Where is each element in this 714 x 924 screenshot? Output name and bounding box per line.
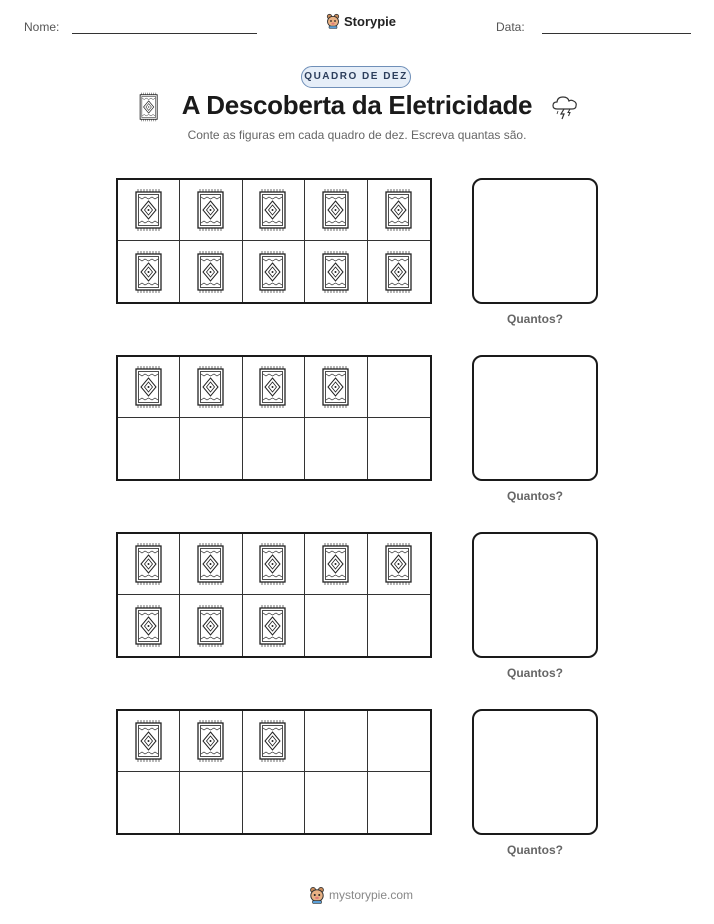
ten-frame-cell bbox=[243, 180, 305, 241]
ten-frame-cell bbox=[243, 418, 305, 479]
ten-frame-cell bbox=[368, 241, 430, 302]
ten-frame-cell bbox=[305, 595, 367, 656]
rug-icon bbox=[321, 542, 351, 586]
worksheet-type-badge: QUADRO DE DEZ bbox=[301, 66, 411, 88]
ten-frame-cell bbox=[305, 534, 367, 595]
rug-icon bbox=[196, 365, 226, 409]
rug-icon bbox=[196, 719, 226, 763]
ten-frame-cell bbox=[305, 418, 367, 479]
ten-frame-cell bbox=[243, 772, 305, 833]
ten-frame-cell bbox=[180, 357, 242, 418]
ten-frame bbox=[116, 178, 432, 304]
instructions: Conte as figuras em cada quadro de dez. Escreva quantas são. bbox=[187, 128, 527, 142]
ten-frame-cell bbox=[118, 418, 180, 479]
rug-icon bbox=[321, 365, 351, 409]
ten-frame-cell bbox=[180, 534, 242, 595]
name-field[interactable] bbox=[72, 33, 257, 34]
rug-icon bbox=[196, 542, 226, 586]
rug-icon bbox=[134, 365, 164, 409]
brand-name: Storypie bbox=[344, 13, 397, 29]
date-label: Data: bbox=[496, 20, 525, 34]
rug-icon bbox=[134, 188, 164, 232]
ten-frame-cell bbox=[305, 711, 367, 772]
ten-frame-cell bbox=[368, 772, 430, 833]
rug-icon bbox=[258, 604, 288, 648]
ten-frame-cell bbox=[180, 180, 242, 241]
rug-icon bbox=[258, 542, 288, 586]
ten-frame bbox=[116, 532, 432, 658]
how-many-label: Quantos? bbox=[507, 843, 563, 857]
footer bbox=[309, 886, 413, 904]
ten-frame-cell bbox=[305, 180, 367, 241]
rug-icon bbox=[196, 604, 226, 648]
rug-icon bbox=[384, 250, 414, 294]
rug-icon bbox=[134, 250, 164, 294]
answer-box[interactable] bbox=[472, 355, 598, 481]
ten-frame-cell bbox=[305, 241, 367, 302]
rug-icon bbox=[134, 719, 164, 763]
rug-icon bbox=[258, 719, 288, 763]
ten-frame-cell bbox=[368, 534, 430, 595]
ten-frame-cell bbox=[118, 180, 180, 241]
answer-box[interactable] bbox=[472, 178, 598, 304]
name-label: Nome: bbox=[24, 20, 60, 34]
rug-icon bbox=[384, 188, 414, 232]
ten-frame-cell bbox=[368, 418, 430, 479]
ten-frame-cell bbox=[180, 241, 242, 302]
ten-frame-cell bbox=[243, 534, 305, 595]
ten-frame bbox=[116, 709, 432, 835]
ten-frame-cell bbox=[180, 418, 242, 479]
date-field[interactable] bbox=[542, 33, 691, 34]
rug-icon bbox=[258, 188, 288, 232]
rug-icon bbox=[134, 604, 164, 648]
rug-icon bbox=[384, 542, 414, 586]
rug-icon bbox=[196, 250, 226, 294]
ten-frame-cell bbox=[118, 711, 180, 772]
answer-box[interactable] bbox=[472, 532, 598, 658]
ten-frame-cell bbox=[243, 241, 305, 302]
ten-frame-cell bbox=[368, 595, 430, 656]
rug-icon bbox=[321, 250, 351, 294]
storypie-mascot-icon bbox=[309, 886, 325, 904]
footer-url[interactable]: mystorypie.com bbox=[329, 888, 414, 902]
storm-cloud-icon bbox=[551, 94, 579, 120]
ten-frame-cell bbox=[305, 772, 367, 833]
storypie-mascot-icon bbox=[326, 13, 340, 29]
answer-box[interactable] bbox=[472, 709, 598, 835]
ten-frame-cell bbox=[180, 595, 242, 656]
ten-frame-cell bbox=[368, 711, 430, 772]
ten-frame-cell bbox=[118, 772, 180, 833]
ten-frame-cell bbox=[368, 357, 430, 418]
ten-frame bbox=[116, 355, 432, 481]
ten-frame-cell bbox=[180, 711, 242, 772]
ten-frame-cell bbox=[118, 595, 180, 656]
ten-frame-cell bbox=[118, 357, 180, 418]
ten-frame-cell bbox=[118, 534, 180, 595]
rug-icon bbox=[258, 250, 288, 294]
rug-icon bbox=[258, 365, 288, 409]
ten-frame-cell bbox=[243, 595, 305, 656]
how-many-label: Quantos? bbox=[507, 489, 563, 503]
ten-frame-cell bbox=[180, 772, 242, 833]
rug-icon bbox=[321, 188, 351, 232]
how-many-label: Quantos? bbox=[507, 312, 563, 326]
ten-frame-cell bbox=[305, 357, 367, 418]
page-title: A Descoberta da Eletricidade bbox=[181, 90, 533, 120]
ten-frame-cell bbox=[368, 180, 430, 241]
rug-icon bbox=[196, 188, 226, 232]
ten-frame-cell bbox=[243, 357, 305, 418]
brand-logo bbox=[326, 13, 396, 29]
rug-icon bbox=[134, 542, 164, 586]
ten-frame-cell bbox=[118, 241, 180, 302]
how-many-label: Quantos? bbox=[507, 666, 563, 680]
ten-frame-cell bbox=[243, 711, 305, 772]
